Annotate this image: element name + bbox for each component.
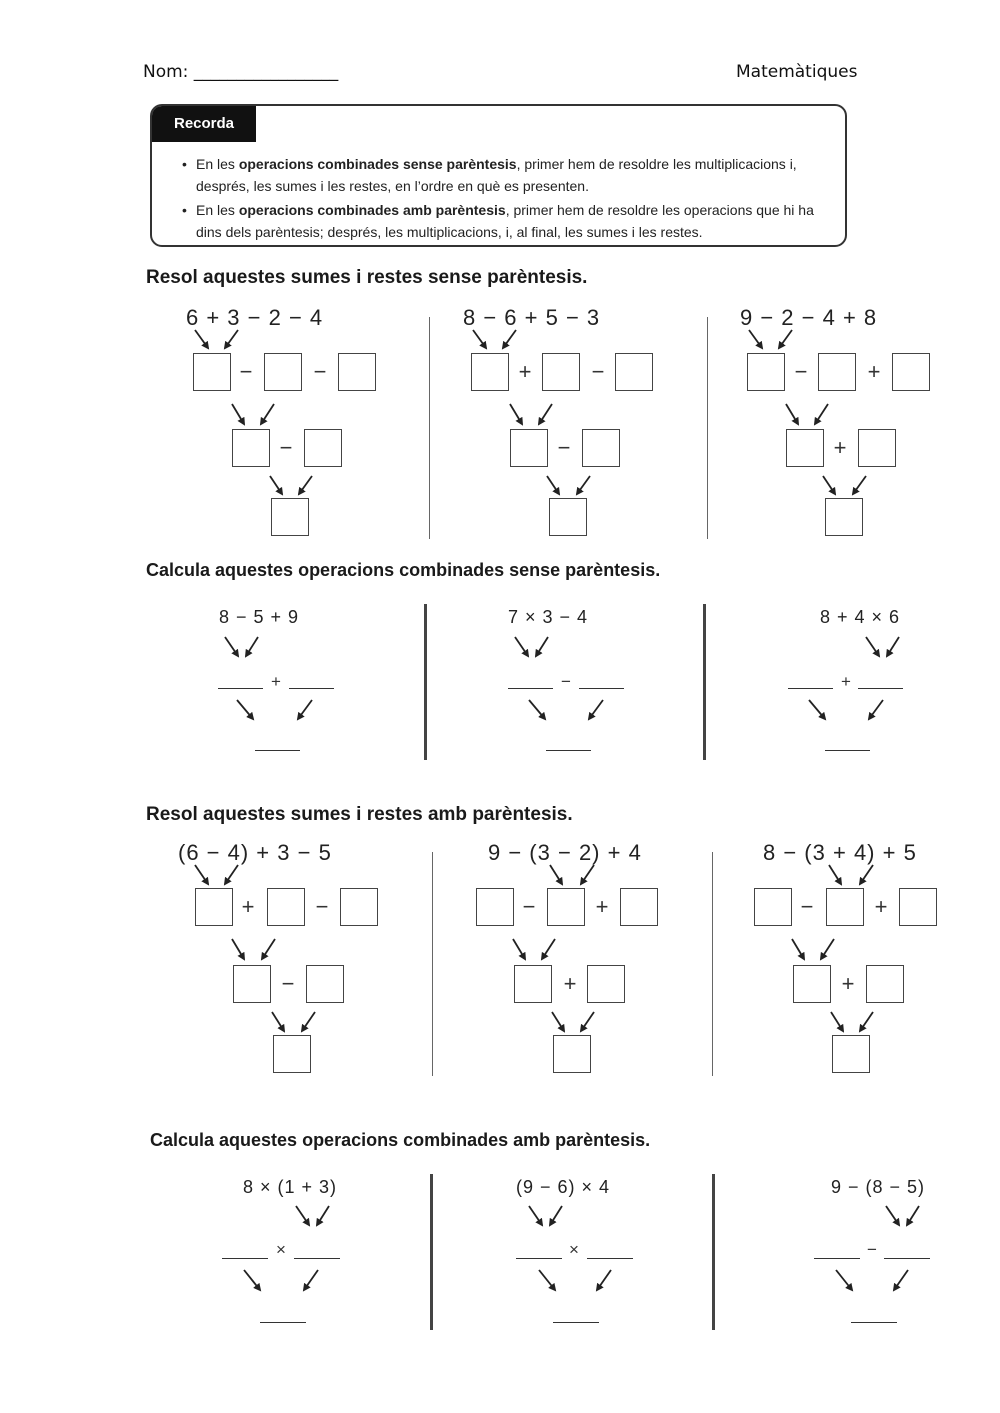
arrow [232,404,244,424]
arrow [907,1206,919,1225]
operator-sign: − [800,894,814,919]
arrow [860,1012,873,1031]
s2-expression-1: 8 − 5 + 9 [219,607,300,627]
arrow [529,1206,542,1225]
operator-sign: + [241,894,255,919]
section4-title: Calcula aquestes operacions combinades amb parèntesis. [150,1130,651,1150]
arrow [317,1206,329,1225]
arrow [246,637,258,656]
arrow [298,700,312,719]
arrow [589,700,603,719]
arrow [299,476,312,494]
arrow [261,404,274,424]
arrow [577,476,590,494]
arrow [815,404,828,424]
s3-expression-1: (6 − 4) + 3 − 5 [178,840,332,865]
arrow [869,700,883,719]
operator-sign: + [518,359,532,384]
s3-expression-2: 9 − (3 − 2) + 4 [488,840,642,865]
arrow [547,476,559,494]
arrow [823,476,835,494]
operator-sign: + [841,971,855,996]
operator-sign: − [315,894,329,919]
s3-expression-3: 8 − (3 + 4) + 5 [763,840,917,865]
arrow [550,1206,562,1225]
arrow [597,1270,611,1290]
arrow [886,1206,899,1225]
arrow [821,939,834,959]
operator-sign: − [794,359,808,384]
operator-sign: − [522,894,536,919]
arrow [232,939,244,959]
operator-sign: + [867,359,881,384]
s4-expression-1: 8 × (1 + 3) [243,1177,338,1197]
arrow [831,1012,843,1031]
operator-sign: − [281,971,295,996]
section1-title: Resol aquestes sumes i restes sense parèntesis. [146,267,588,288]
operator-sign: × [276,1240,286,1259]
s2-expression-3: 8 + 4 × 6 [820,607,901,627]
arrow [195,865,208,884]
arrow [302,1012,315,1031]
arrow [513,939,525,959]
operator-sign: − [313,359,327,384]
arrow [792,939,804,959]
operator-sign: + [841,672,851,691]
operator-sign: + [563,971,577,996]
arrow [536,637,548,656]
arrow [244,1270,260,1290]
arrow [550,865,562,884]
recorda-title: Recorda [152,106,256,142]
arrow [552,1012,564,1031]
s1-expression-3: 9 − 2 − 4 + 8 [740,305,878,330]
arrow [539,404,552,424]
arrow [749,330,762,348]
operator-sign: − [561,672,571,691]
arrow [510,404,522,424]
s1-expression-1: 6 + 3 − 2 − 4 [186,305,324,330]
arrow [304,1270,318,1290]
name-field-label: Nom: _________________ [143,62,339,82]
s1-expression-2: 8 − 6 + 5 − 3 [463,305,601,330]
operator-sign: + [874,894,888,919]
arrow [779,330,792,348]
arrow [225,330,238,348]
arrow [853,476,866,494]
arrow [473,330,486,348]
arrow [503,330,516,348]
arrow [262,939,275,959]
arrow [529,700,545,719]
recorda-box: Recorda • En les operacions combinades sense parèntesis, primer hem de resoldre les multiplicacions i, després, les sumes i les restes, en l’ordre en què es presenten. • En les operacions combinades amb parèntesis, primer hem de resoldre les operacions que hi ha dins dels parèntesis; després, les multiplicacions, i, al final, les sumes i les restes. [150,104,847,247]
arrow [581,1012,594,1031]
arrow [829,865,841,884]
operator-sign: × [569,1240,579,1259]
arrow [809,700,825,719]
operator-sign: + [833,435,847,460]
section3-title: Resol aquestes sumes i restes amb parèntesis. [146,804,573,825]
arrow [225,865,238,884]
s2-expression-2: 7 × 3 − 4 [508,607,589,627]
s4-expression-3: 9 − (8 − 5) [831,1177,926,1197]
operator-sign: − [279,435,293,460]
arrow [836,1270,852,1290]
arrow [887,637,899,656]
arrow [581,865,594,884]
operator-sign: − [239,359,253,384]
arrow [786,404,798,424]
arrow [866,637,879,656]
arrow [542,939,555,959]
arrow [225,637,238,656]
arrow [270,476,282,494]
section2-title: Calcula aquestes operacions combinades sense parèntesis. [146,560,661,580]
arrow [860,865,873,884]
arrow [296,1206,309,1225]
arrow [272,1012,284,1031]
operator-sign: − [867,1240,877,1259]
arrow [515,637,528,656]
arrow [237,700,253,719]
arrow [539,1270,555,1290]
arrow [195,330,208,348]
subject-label: Matemàtiques [736,62,858,82]
arrow [894,1270,908,1290]
operator-sign: − [591,359,605,384]
operator-sign: + [271,672,281,691]
operator-sign: − [557,435,571,460]
operator-sign: + [595,894,609,919]
s4-expression-2: (9 − 6) × 4 [516,1177,611,1197]
